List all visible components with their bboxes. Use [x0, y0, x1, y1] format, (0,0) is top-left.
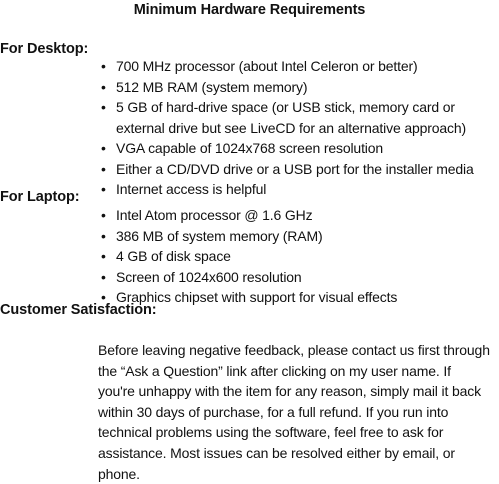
list-item — [100, 246, 499, 267]
bullet-icon: • — [101, 160, 106, 177]
list-item — [100, 287, 499, 308]
bullet-icon: • — [101, 268, 106, 285]
list-item-text: 4 GB of disk space — [116, 248, 231, 264]
list-item — [100, 159, 499, 180]
bullet-icon: • — [101, 140, 106, 156]
desktop-heading: For Desktop: — [0, 41, 89, 57]
laptop-requirements-list — [100, 205, 499, 308]
bullet-icon: • — [101, 78, 106, 95]
list-item-text: 386 MB of system memory (RAM) — [116, 227, 323, 244]
list-item — [100, 77, 499, 98]
list-item — [100, 138, 499, 159]
bullet-icon: • — [101, 99, 106, 115]
list-item — [100, 179, 499, 200]
list-item-text: Internet access is helpful — [116, 181, 267, 197]
list-item — [100, 56, 499, 77]
laptop-heading: For Laptop: — [0, 189, 80, 205]
list-item-text: Intel Atom processor @ 1.6 GHz — [116, 207, 313, 223]
list-item-text: VGA capable of 1024x768 screen resolution — [116, 140, 384, 156]
list-item-text: 512 MB RAM (system memory) — [116, 78, 308, 95]
list-item-text: Graphics chipset with support for visual effects — [116, 289, 398, 305]
list-item-text: 5 GB of hard-drive space (or USB stick, memory card or external drive but see LiveCD for an alternative approach) — [116, 99, 467, 136]
list-item — [100, 226, 499, 247]
list-item — [100, 97, 499, 138]
list-item-text: 700 MHz processor (about Intel Celeron or better) — [116, 58, 418, 74]
bullet-icon: • — [101, 207, 106, 223]
satisfaction-paragraph: Before leaving negative feedback, please contact us first through the “Ask a Question” link after clicking on my user name. If you're unhappy with the item for any reason, simply mail it back within 30 days of purchase, for a full refund. If you run into technical problems using the software, feel free to ask for assistance. Most issues can be resolved either by email, or phone. — [98, 342, 490, 482]
bullet-icon: • — [101, 227, 106, 244]
bullet-icon: • — [101, 181, 106, 197]
document-title: Minimum Hardware Requirements — [133, 2, 366, 18]
list-item — [100, 205, 499, 226]
bullet-icon: • — [101, 289, 106, 305]
list-item-text: Screen of 1024x600 resolution — [116, 268, 302, 285]
bullet-icon: • — [101, 248, 106, 264]
list-item-text: Either a CD/DVD drive or a USB port for the installer media — [116, 160, 474, 177]
desktop-requirements-list — [100, 56, 499, 200]
list-item — [100, 267, 499, 288]
bullet-icon: • — [101, 58, 106, 74]
satisfaction-heading: Customer Satisfaction: — [0, 302, 157, 318]
